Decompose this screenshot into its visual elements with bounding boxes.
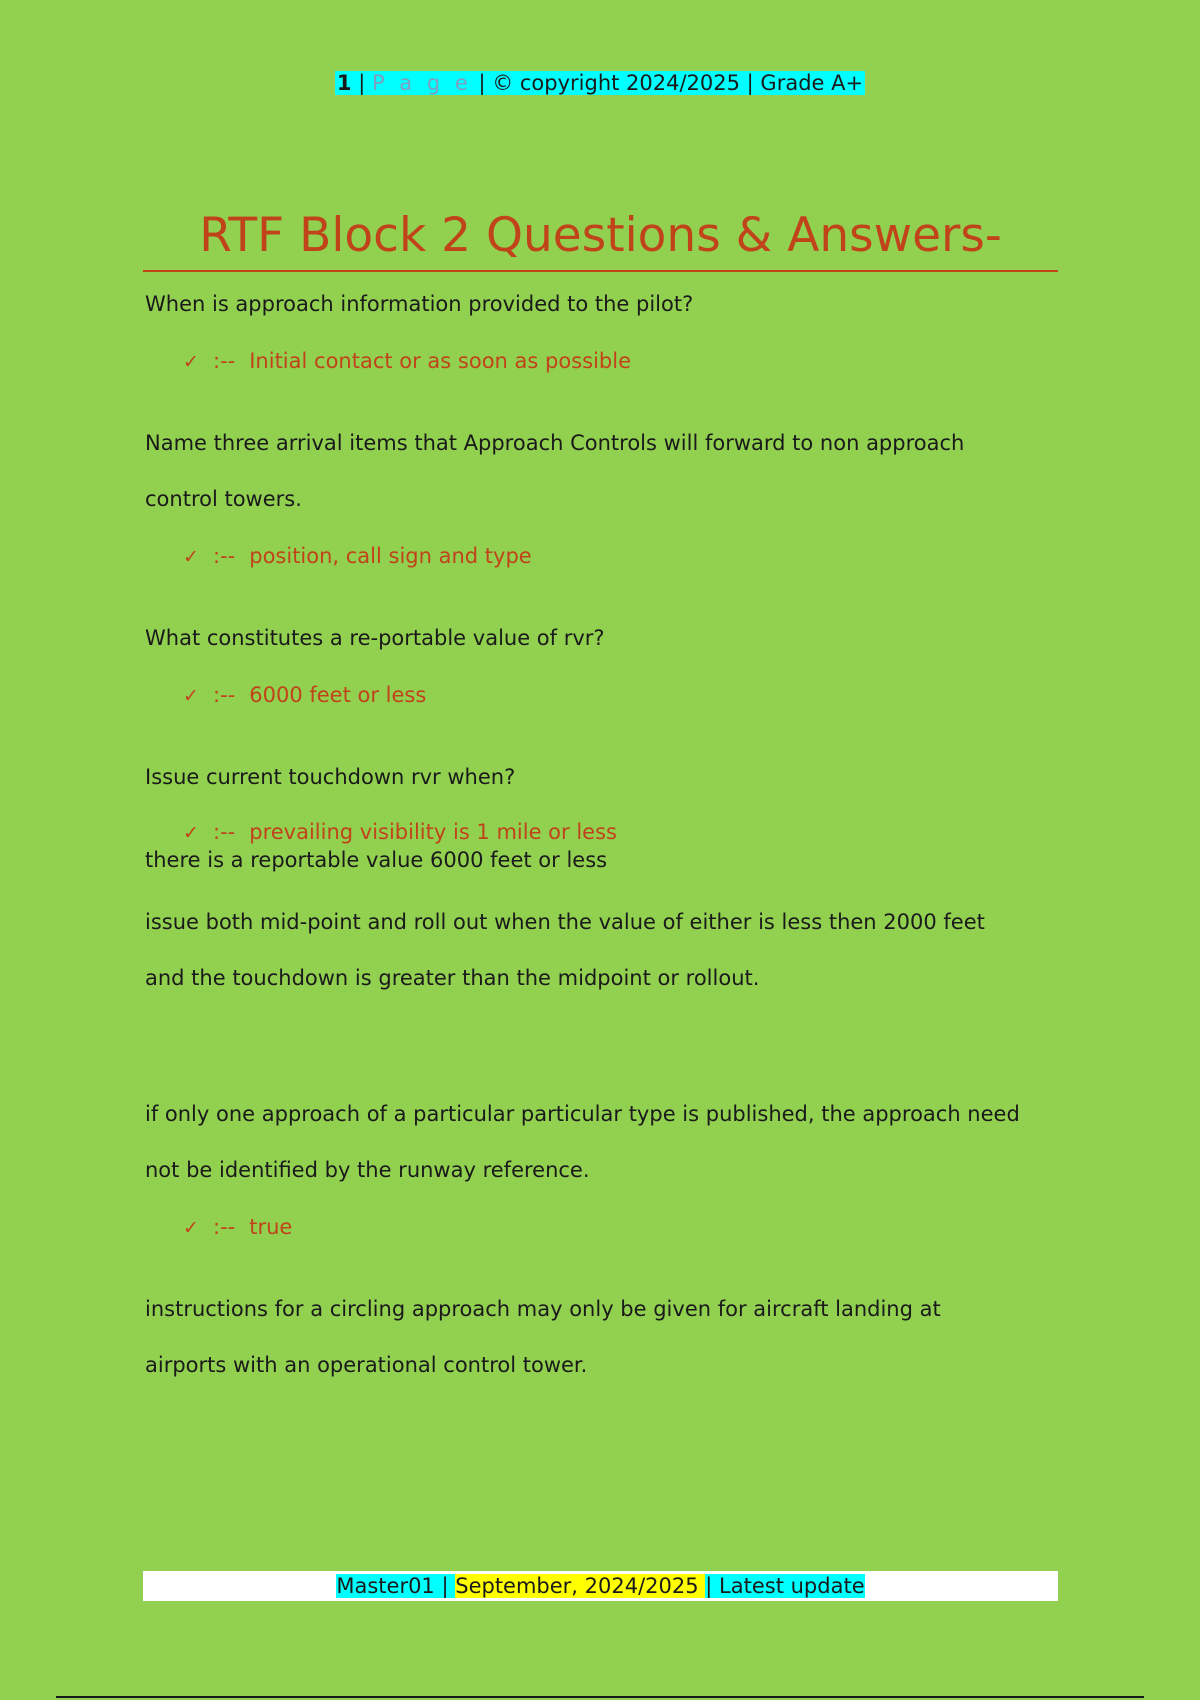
answer-4 [183, 819, 1065, 846]
answer-prefix: :-- [213, 683, 236, 707]
question-5 [145, 1086, 1065, 1198]
answer-text: position, call sign and type [249, 544, 532, 568]
question-line: airports with an operational control tower. [145, 1353, 588, 1377]
answer-1 [183, 346, 1065, 377]
question-line: Name three arrival items that Approach Controls will forward to non approach [145, 431, 965, 455]
followup-line: there is a reportable value 6000 feet or less [145, 848, 608, 872]
qa-content [145, 276, 1065, 1393]
question-line: control towers. [145, 487, 302, 511]
answer-prefix: :-- [213, 820, 236, 844]
answer-4-followup-2 [145, 894, 1065, 1006]
question-3 [145, 610, 1065, 666]
question-line: instructions for a circling approach may only be given for aircraft landing at [145, 1297, 941, 1321]
answer-text: Initial contact or as soon as possible [249, 349, 632, 373]
answer-5 [183, 1212, 1065, 1243]
spacer [145, 1006, 1065, 1086]
header-separator: | [351, 71, 372, 95]
answer-4-followup [145, 846, 1065, 874]
answer-text: true [249, 1215, 293, 1239]
checkmark-icon: ✓ [183, 822, 199, 844]
title-underline [143, 270, 1058, 272]
answer-prefix: :-- [213, 349, 236, 373]
answer-text: 6000 feet or less [249, 683, 427, 707]
checkmark-icon: ✓ [183, 685, 199, 707]
answer-prefix: :-- [213, 1215, 236, 1239]
answer-text: prevailing visibility is 1 mile or less [249, 820, 617, 844]
spacer [145, 874, 1065, 894]
followup-line: issue both mid-point and roll out when the value of either is less then 2000 feet [145, 910, 985, 934]
bottom-divider [56, 1696, 1144, 1698]
checkmark-icon: ✓ [183, 1217, 199, 1239]
header-copyright: | © copyright 2024/2025 | Grade A+ [471, 71, 864, 95]
footer-date: September, 2024/2025 [455, 1574, 706, 1598]
page-label: P a g e [371, 71, 472, 95]
answer-3 [183, 680, 1065, 711]
header-highlight [335, 71, 865, 95]
footer-update: | Latest update [705, 1574, 865, 1598]
question-line: if only one approach of a particular particular type is published, the approach need [145, 1102, 1020, 1126]
question-line: not be identified by the runway reference. [145, 1158, 590, 1182]
checkmark-icon: ✓ [183, 351, 199, 373]
checkmark-icon: ✓ [183, 546, 199, 568]
question-2 [145, 415, 1065, 527]
document-title: RTF Block 2 Questions & Answers- [199, 208, 1002, 263]
page-number: 1 [336, 71, 352, 95]
question-4 [145, 749, 1065, 805]
question-line: What constitutes a re-portable value of rvr? [145, 626, 605, 650]
followup-line: and the touchdown is greater than the midpoint or rollout. [145, 966, 760, 990]
question-6 [145, 1281, 1065, 1393]
answer-prefix: :-- [213, 544, 236, 568]
question-1 [145, 276, 1065, 332]
footer-author: Master01 | [336, 1574, 456, 1598]
question-line: Issue current touchdown rvr when? [145, 765, 516, 789]
question-line: When is approach information provided to the pilot? [145, 292, 694, 316]
answer-2 [183, 541, 1065, 572]
page-header [0, 71, 1200, 95]
page-footer [143, 1571, 1058, 1601]
